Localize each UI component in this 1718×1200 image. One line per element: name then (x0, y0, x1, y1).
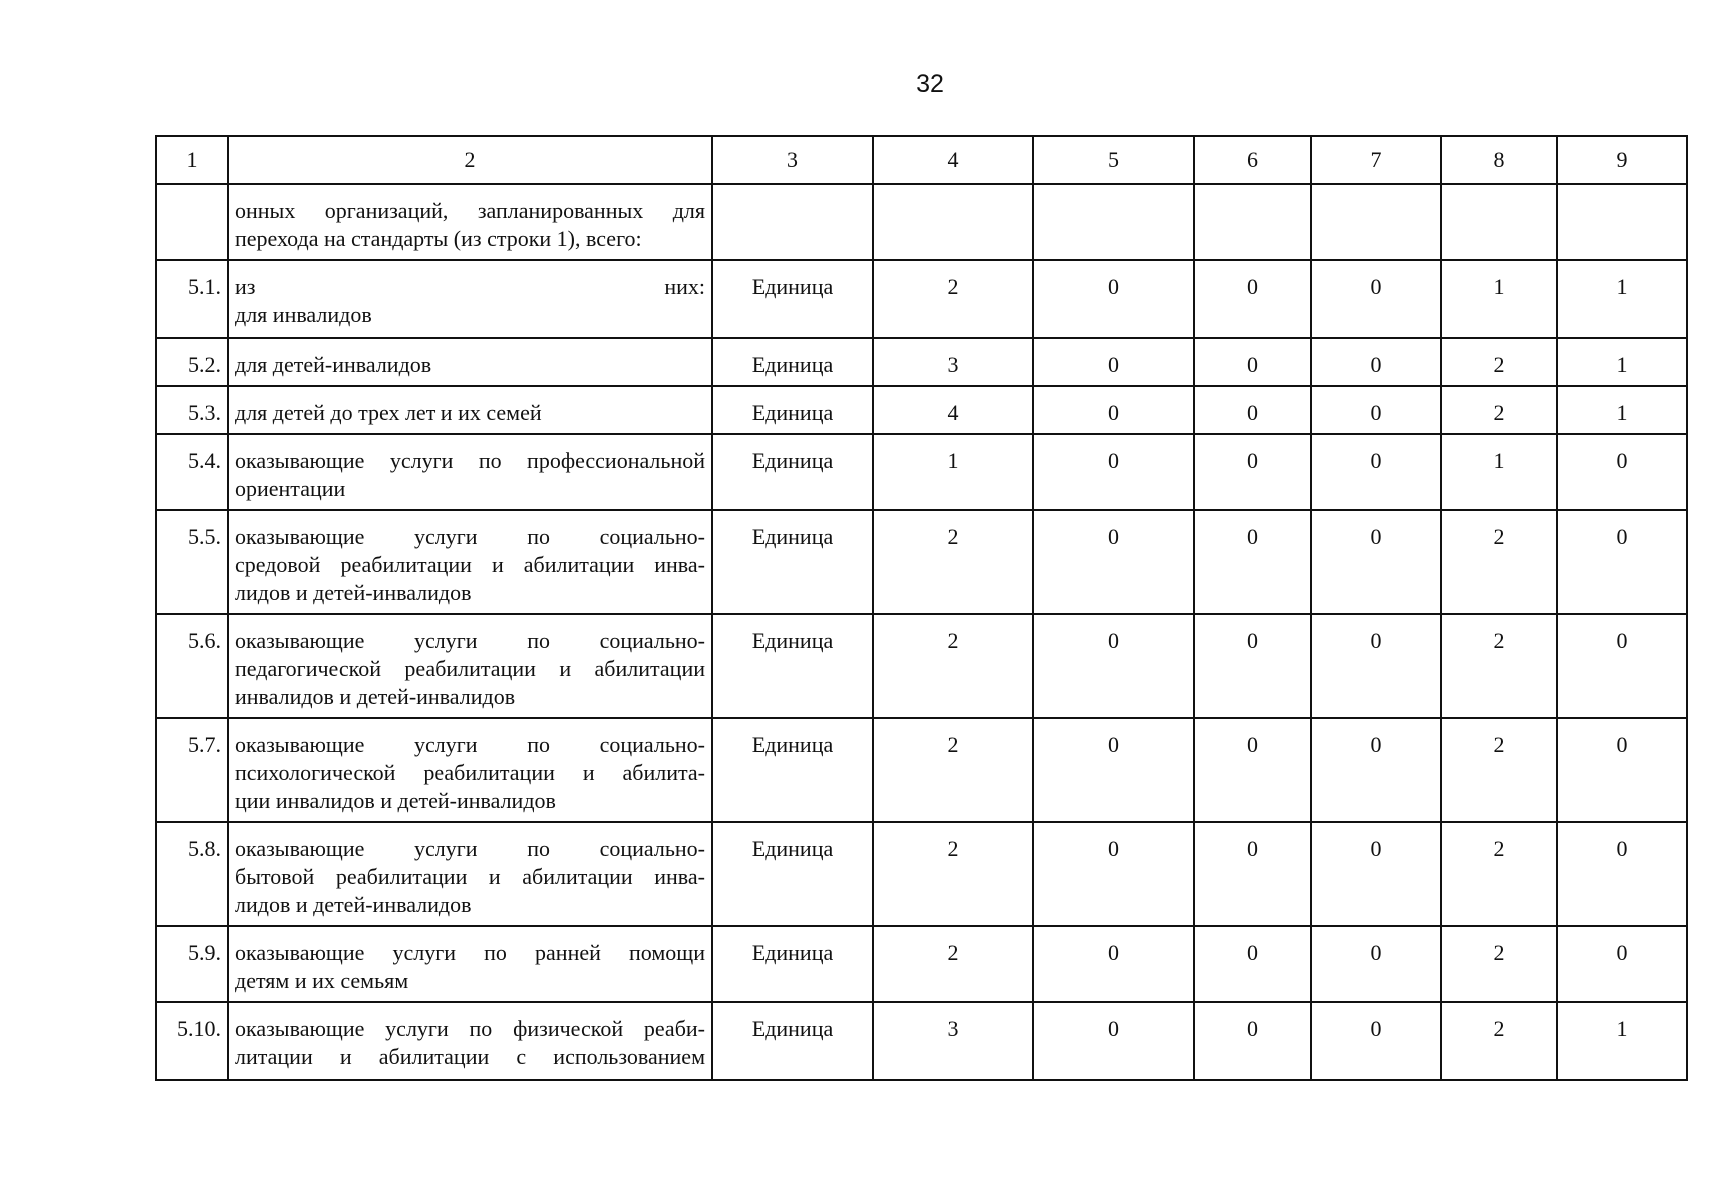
unit-cell: Единица (712, 718, 873, 822)
value-cell: 0 (1311, 338, 1441, 386)
value-cell: 2 (1441, 510, 1557, 614)
description-line: оказывающие услуги по физической реаби- (235, 1016, 705, 1041)
description-line: педагогической реабилитации и абилитации (235, 656, 705, 681)
table-row (156, 1002, 1687, 1080)
value-cell: 0 (1033, 510, 1194, 614)
value-cell: 2 (1441, 926, 1557, 1002)
row-description (228, 718, 712, 822)
table-row (156, 718, 1687, 822)
row-number: 5.7. (156, 718, 228, 822)
value-cell: 0 (1033, 338, 1194, 386)
value-cell: 0 (1557, 510, 1687, 614)
value-cell: 2 (873, 260, 1033, 338)
value-cell: 3 (873, 1002, 1033, 1080)
row-description (228, 338, 712, 386)
description-line: лидов и детей-инвалидов (235, 580, 472, 605)
description-line: оказывающие услуги по социально- (235, 628, 705, 653)
unit-cell: Единица (712, 434, 873, 510)
value-cell: 0 (1033, 614, 1194, 718)
value-cell: 0 (1311, 1002, 1441, 1080)
value-cell: 2 (1441, 1002, 1557, 1080)
value-cell: 0 (1033, 1002, 1194, 1080)
value-cell: 0 (1033, 926, 1194, 1002)
row-number: 5.3. (156, 386, 228, 434)
value-cell: 1 (873, 434, 1033, 510)
value-cell: 0 (1194, 822, 1311, 926)
description-line: ориентации (235, 476, 346, 501)
table-row (156, 510, 1687, 614)
value-cell: 0 (1557, 434, 1687, 510)
table-row (156, 386, 1687, 434)
row-number: 5.10. (156, 1002, 228, 1080)
column-number: 4 (873, 136, 1033, 184)
unit-cell: Единица (712, 1002, 873, 1080)
description-line: из них: (235, 274, 705, 299)
description-line: бытовой реабилитации и абилитации инва- (235, 864, 705, 889)
row-number: 5.6. (156, 614, 228, 718)
value-cell (873, 184, 1033, 260)
value-cell: 1 (1557, 1002, 1687, 1080)
value-cell: 0 (1194, 434, 1311, 510)
table-row (156, 822, 1687, 926)
value-cell (1441, 184, 1557, 260)
column-number: 7 (1311, 136, 1441, 184)
value-cell: 1 (1557, 338, 1687, 386)
value-cell: 2 (873, 926, 1033, 1002)
table-row (156, 614, 1687, 718)
row-description (228, 1002, 712, 1080)
row-description (228, 434, 712, 510)
row-description (228, 926, 712, 1002)
value-cell: 0 (1033, 260, 1194, 338)
description-line: оказывающие услуги по социально- (235, 732, 705, 757)
value-cell: 2 (1441, 614, 1557, 718)
value-cell: 1 (1441, 260, 1557, 338)
unit-cell: Единица (712, 822, 873, 926)
description-line: средовой реабилитации и абилитации инва- (235, 552, 705, 577)
value-cell: 1 (1557, 260, 1687, 338)
table-row (156, 434, 1687, 510)
value-cell: 3 (873, 338, 1033, 386)
value-cell: 0 (1194, 614, 1311, 718)
unit-cell: Единица (712, 260, 873, 338)
unit-cell: Единица (712, 614, 873, 718)
unit-cell: Единица (712, 510, 873, 614)
description-line: психологической реабилитации и абилита- (235, 760, 705, 785)
value-cell: 2 (873, 718, 1033, 822)
column-number: 6 (1194, 136, 1311, 184)
description-line: оказывающие услуги по социально- (235, 524, 705, 549)
value-cell: 0 (1311, 614, 1441, 718)
value-cell (1311, 184, 1441, 260)
value-cell: 0 (1311, 386, 1441, 434)
value-cell: 0 (1557, 718, 1687, 822)
value-cell: 2 (873, 510, 1033, 614)
column-number: 8 (1441, 136, 1557, 184)
column-number: 5 (1033, 136, 1194, 184)
value-cell: 0 (1311, 926, 1441, 1002)
unit-cell: Единица (712, 926, 873, 1002)
table-row (156, 260, 1687, 338)
description-line: оказывающие услуги по социально- (235, 836, 705, 861)
data-table (155, 135, 1688, 1081)
value-cell: 0 (1311, 510, 1441, 614)
description-line: ции инвалидов и детей-инвалидов (235, 788, 556, 813)
column-number: 2 (228, 136, 712, 184)
value-cell: 0 (1311, 718, 1441, 822)
column-number: 1 (156, 136, 228, 184)
value-cell: 0 (1033, 386, 1194, 434)
row-number: 5.1. (156, 260, 228, 338)
table-row (156, 184, 1687, 260)
value-cell: 1 (1441, 434, 1557, 510)
column-number-row (156, 136, 1687, 184)
value-cell (1033, 184, 1194, 260)
value-cell: 2 (1441, 386, 1557, 434)
column-number: 9 (1557, 136, 1687, 184)
value-cell: 0 (1194, 260, 1311, 338)
value-cell: 0 (1194, 338, 1311, 386)
value-cell (1557, 184, 1687, 260)
value-cell: 0 (1194, 510, 1311, 614)
value-cell: 2 (1441, 338, 1557, 386)
value-cell: 0 (1033, 718, 1194, 822)
row-description (228, 260, 712, 338)
description-line: оказывающие услуги по ранней помощи (235, 940, 705, 965)
value-cell: 0 (1033, 434, 1194, 510)
value-cell: 0 (1557, 822, 1687, 926)
table-row (156, 926, 1687, 1002)
row-number: 5.2. (156, 338, 228, 386)
row-description (228, 510, 712, 614)
value-cell: 0 (1194, 926, 1311, 1002)
page-number: 32 (916, 70, 944, 98)
description-line: для детей до трех лет и их семей (235, 400, 542, 425)
value-cell: 0 (1311, 260, 1441, 338)
value-cell: 0 (1194, 718, 1311, 822)
column-number: 3 (712, 136, 873, 184)
row-number: 5.9. (156, 926, 228, 1002)
value-cell: 0 (1311, 822, 1441, 926)
row-description (228, 184, 712, 260)
row-number: 5.8. (156, 822, 228, 926)
description-line: лидов и детей-инвалидов (235, 892, 472, 917)
value-cell: 0 (1194, 386, 1311, 434)
row-description (228, 386, 712, 434)
row-number (156, 184, 228, 260)
description-line: оказывающие услуги по профессиональной (235, 448, 705, 473)
row-description (228, 614, 712, 718)
value-cell: 0 (1194, 1002, 1311, 1080)
value-cell: 2 (873, 822, 1033, 926)
value-cell: 0 (1311, 434, 1441, 510)
value-cell: 4 (873, 386, 1033, 434)
table-row (156, 338, 1687, 386)
description-line: детям и их семьям (235, 968, 409, 993)
row-description (228, 822, 712, 926)
description-line: онных организаций, запланированных для (235, 198, 705, 223)
value-cell: 2 (873, 614, 1033, 718)
unit-cell: Единица (712, 386, 873, 434)
value-cell: 0 (1557, 614, 1687, 718)
row-number: 5.4. (156, 434, 228, 510)
value-cell: 0 (1557, 926, 1687, 1002)
description-line: литации и абилитации с использованием (235, 1044, 705, 1069)
row-number: 5.5. (156, 510, 228, 614)
value-cell: 2 (1441, 718, 1557, 822)
description-line: инвалидов и детей-инвалидов (235, 684, 516, 709)
value-cell (1194, 184, 1311, 260)
value-cell: 0 (1033, 822, 1194, 926)
value-cell: 2 (1441, 822, 1557, 926)
description-line: перехода на стандарты (из строки 1), всего: (235, 226, 642, 251)
description-line: для детей-инвалидов (235, 352, 432, 377)
unit-cell: Единица (712, 338, 873, 386)
value-cell: 1 (1557, 386, 1687, 434)
unit-cell (712, 184, 873, 260)
description-line: для инвалидов (235, 302, 372, 327)
